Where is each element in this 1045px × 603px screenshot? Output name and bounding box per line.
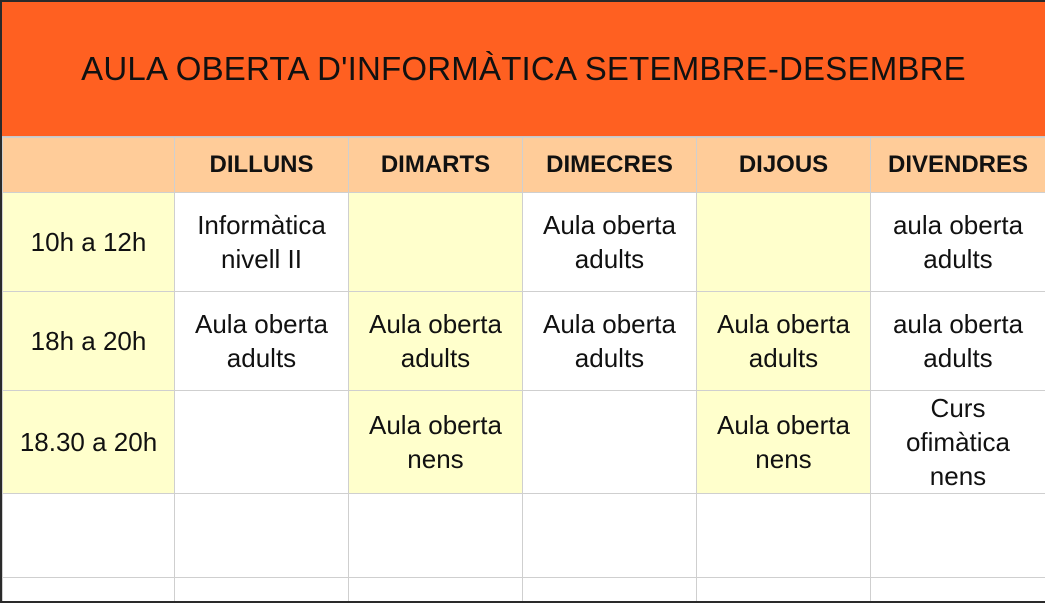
activity-line: adults: [400, 343, 471, 373]
activity-line: ofimàtica: [905, 427, 1011, 457]
schedule-cell[interactable]: [349, 292, 523, 391]
time-slot-label: 18h a 20h: [30, 326, 147, 356]
schedule-cell[interactable]: [871, 193, 1045, 292]
time-slot-cell[interactable]: [3, 292, 175, 391]
schedule-row: [3, 292, 1045, 391]
empty-cell[interactable]: [175, 494, 349, 578]
activity-line: Aula oberta: [543, 309, 676, 339]
empty-cell[interactable]: [3, 494, 175, 578]
schedule-cell[interactable]: [175, 391, 349, 494]
empty-cell[interactable]: [175, 578, 349, 603]
time-slot-label: 18.30 a 20h: [19, 427, 158, 457]
day-header[interactable]: DIMARTS: [349, 138, 523, 193]
schedule-row: [3, 193, 1045, 292]
schedule-cell[interactable]: [175, 292, 349, 391]
empty-cell[interactable]: [871, 494, 1045, 578]
schedule-cell[interactable]: [871, 292, 1045, 391]
empty-row: [3, 578, 1045, 603]
activity-line: Aula oberta: [717, 309, 850, 339]
schedule-row: [3, 391, 1045, 494]
header-row: [3, 138, 1045, 193]
activity-line: aula oberta: [892, 210, 1024, 240]
schedule-cell[interactable]: [349, 193, 523, 292]
empty-cell[interactable]: [523, 578, 697, 603]
empty-row: [3, 494, 1045, 578]
activity-line: Informàtica: [197, 210, 326, 240]
activity-line: adults: [574, 343, 645, 373]
activity-line: nens: [755, 444, 812, 474]
schedule-cell[interactable]: [523, 391, 697, 494]
activity-line: aula oberta: [892, 309, 1024, 339]
empty-cell[interactable]: [349, 578, 523, 603]
activity-line: Aula oberta: [543, 210, 676, 240]
time-slot-label: 10h a 12h: [30, 227, 147, 257]
day-header[interactable]: DIMECRES: [523, 138, 697, 193]
day-header[interactable]: DILLUNS: [175, 138, 349, 193]
activity-line: adults: [574, 244, 645, 274]
empty-cell[interactable]: [871, 578, 1045, 603]
activity-line: Curs: [930, 393, 986, 423]
schedule-cell[interactable]: [697, 391, 871, 494]
page-title: AULA OBERTA D'INFORMÀTICA SETEMBRE-DESEMBRE: [81, 50, 966, 87]
empty-cell[interactable]: [523, 494, 697, 578]
activity-line: Aula oberta: [369, 309, 502, 339]
schedule-cell[interactable]: [349, 391, 523, 494]
activity-line: adults: [923, 343, 993, 373]
empty-cell[interactable]: [349, 494, 523, 578]
schedule-cell[interactable]: [523, 193, 697, 292]
activity-line: adults: [748, 343, 819, 373]
schedule-cell[interactable]: [697, 193, 871, 292]
activity-line: nens: [407, 444, 464, 474]
activity-line: adults: [923, 244, 993, 274]
empty-cell[interactable]: [697, 494, 871, 578]
activity-line: Aula oberta: [369, 410, 502, 440]
activity-line: Aula oberta: [717, 410, 850, 440]
schedule-cell[interactable]: [523, 292, 697, 391]
activity-line: Aula oberta: [195, 309, 328, 339]
schedule-table: [2, 137, 1045, 603]
empty-cell[interactable]: [3, 578, 175, 603]
activity-line: nens: [929, 461, 987, 491]
schedule-cell[interactable]: [871, 391, 1045, 494]
schedule-cell[interactable]: [697, 292, 871, 391]
day-header[interactable]: DIVENDRES: [871, 138, 1045, 193]
time-slot-cell[interactable]: [3, 193, 175, 292]
day-header[interactable]: DIJOUS: [697, 138, 871, 193]
title-banner: [2, 2, 1045, 137]
activity-line: adults: [226, 343, 297, 373]
empty-cell[interactable]: [697, 578, 871, 603]
corner-cell[interactable]: [3, 138, 175, 193]
schedule-cell[interactable]: [175, 193, 349, 292]
activity-line: nivell II: [221, 244, 302, 274]
time-slot-cell[interactable]: [3, 391, 175, 494]
